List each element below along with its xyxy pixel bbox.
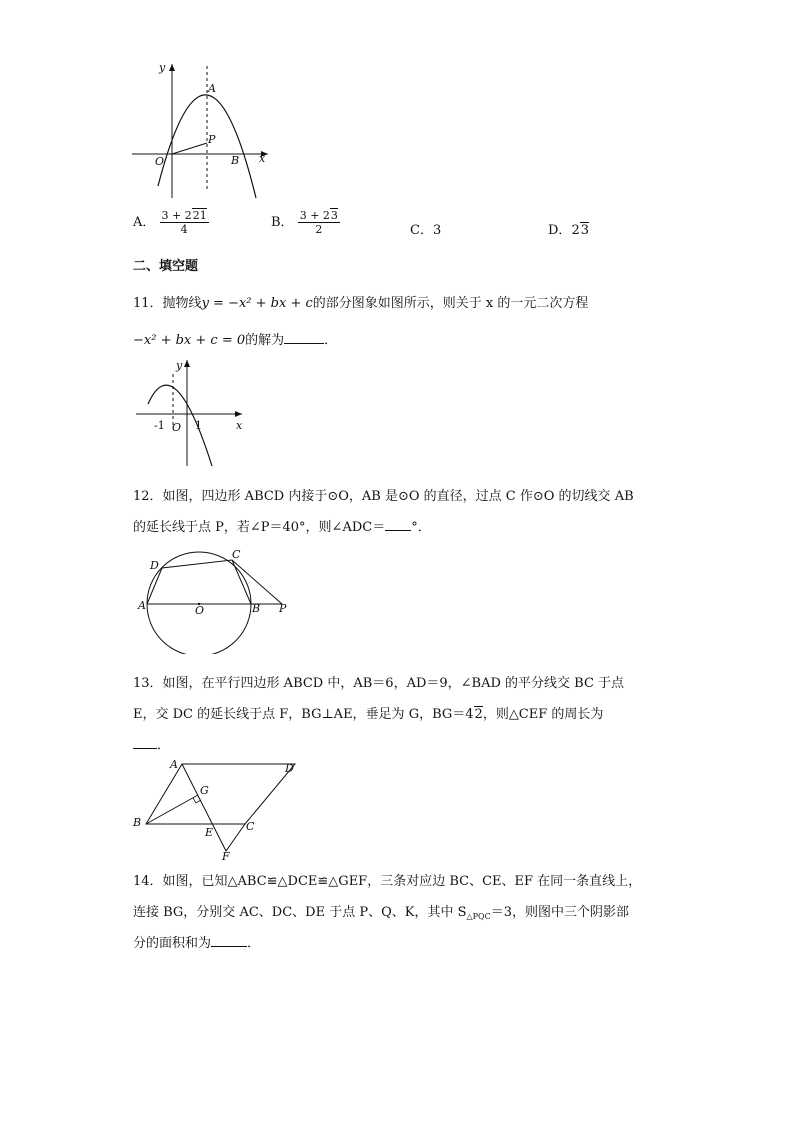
q12-line1: 12．如图，四边形 ABCD 内接于⊙O，AB 是⊙O 的直径，过点 C 作⊙O 的切线交 AB bbox=[133, 489, 634, 504]
answer-blank[interactable] bbox=[133, 748, 157, 749]
q13-line3: ． bbox=[133, 734, 170, 753]
tangent-cp bbox=[232, 560, 282, 604]
label-b: B bbox=[252, 602, 261, 615]
label-c: C bbox=[232, 548, 241, 561]
q12-circle-figure bbox=[134, 546, 294, 654]
label-g: G bbox=[200, 784, 209, 797]
q12-line2: 的延长线于点 P，若∠P＝40°，则∠ADC＝ °． bbox=[133, 520, 431, 535]
label-y: y bbox=[159, 61, 166, 74]
q11-parabola-figure bbox=[132, 356, 257, 468]
label-o: O bbox=[172, 421, 182, 434]
perpendicular-bg bbox=[146, 795, 198, 824]
q10-option-d: D．23 bbox=[548, 223, 589, 238]
label-a: A bbox=[208, 82, 216, 95]
q14-line3: 分的面积和为 ． bbox=[133, 936, 261, 951]
q10-parabola-figure bbox=[128, 58, 278, 198]
bisector-af bbox=[182, 764, 245, 851]
q10-option-c: C．3 bbox=[410, 223, 442, 238]
label-e: E bbox=[205, 826, 214, 839]
label-b: B bbox=[231, 154, 240, 167]
q14-line2: 连接 BG，分别交 AC、DC、DE 于点 P、Q、K，其中 $S_{\triangle PQC}=3$，则图中三个阴影部 bbox=[133, 905, 629, 921]
label-one: 1 bbox=[195, 419, 202, 432]
q10-option-a: A． $\frac{3 + 221}{4}$ bbox=[133, 209, 207, 236]
label-c: C bbox=[246, 820, 255, 833]
label-d: D bbox=[150, 559, 159, 572]
label-y: y bbox=[176, 359, 183, 372]
q14-line1: 14．如图，已知△ABC≌△DCE≌△GEF，三条对应边 BC、CE、EF 在同一条直线上， bbox=[133, 874, 642, 889]
label-a: A bbox=[138, 599, 146, 612]
label-o: O bbox=[155, 155, 165, 168]
section-title: 二、填空题 bbox=[133, 259, 199, 274]
label-b: B bbox=[133, 816, 142, 829]
fraction-b: $\frac{3 + 23}{2}$ bbox=[299, 209, 338, 236]
label-neg1: -1 bbox=[154, 419, 165, 432]
q10-option-b: B． $\frac{3 + 23}{2}$ bbox=[271, 209, 338, 236]
answer-blank[interactable] bbox=[284, 343, 324, 344]
q13-line2: E，交 DC 的延长线于点 F，BG⊥AE，垂足为 G，BG＝42，则△CEF 的周长为 bbox=[133, 707, 604, 722]
parallelogram-abcd bbox=[146, 764, 295, 824]
fraction-a: $\frac{3 + 221}{4}$ bbox=[161, 209, 207, 236]
label-p: P bbox=[279, 602, 287, 615]
label-x: x bbox=[236, 419, 243, 432]
label-a: A bbox=[170, 758, 178, 771]
q11-line1: 11．抛物线y = −x² + bx + c的部分图象如图所示，则关于 x 的一元二次方程 bbox=[133, 296, 589, 311]
label-o: O bbox=[195, 604, 205, 617]
answer-blank[interactable] bbox=[385, 530, 411, 531]
label-f: F bbox=[222, 850, 230, 863]
label-x: x bbox=[259, 152, 266, 165]
answer-blank[interactable] bbox=[211, 946, 247, 947]
label-p: P bbox=[208, 133, 216, 146]
q13-parallelogram-figure bbox=[130, 756, 305, 864]
label-d: D bbox=[285, 762, 294, 775]
q13-line1: 13．如图，在平行四边形 ABCD 中，AB＝6，AD＝9，∠BAD 的平分线交 BC 于点 bbox=[133, 676, 625, 691]
segment-op bbox=[172, 143, 207, 154]
q11-line2: −x² + bx + c = 0的解为 ． bbox=[133, 333, 338, 348]
